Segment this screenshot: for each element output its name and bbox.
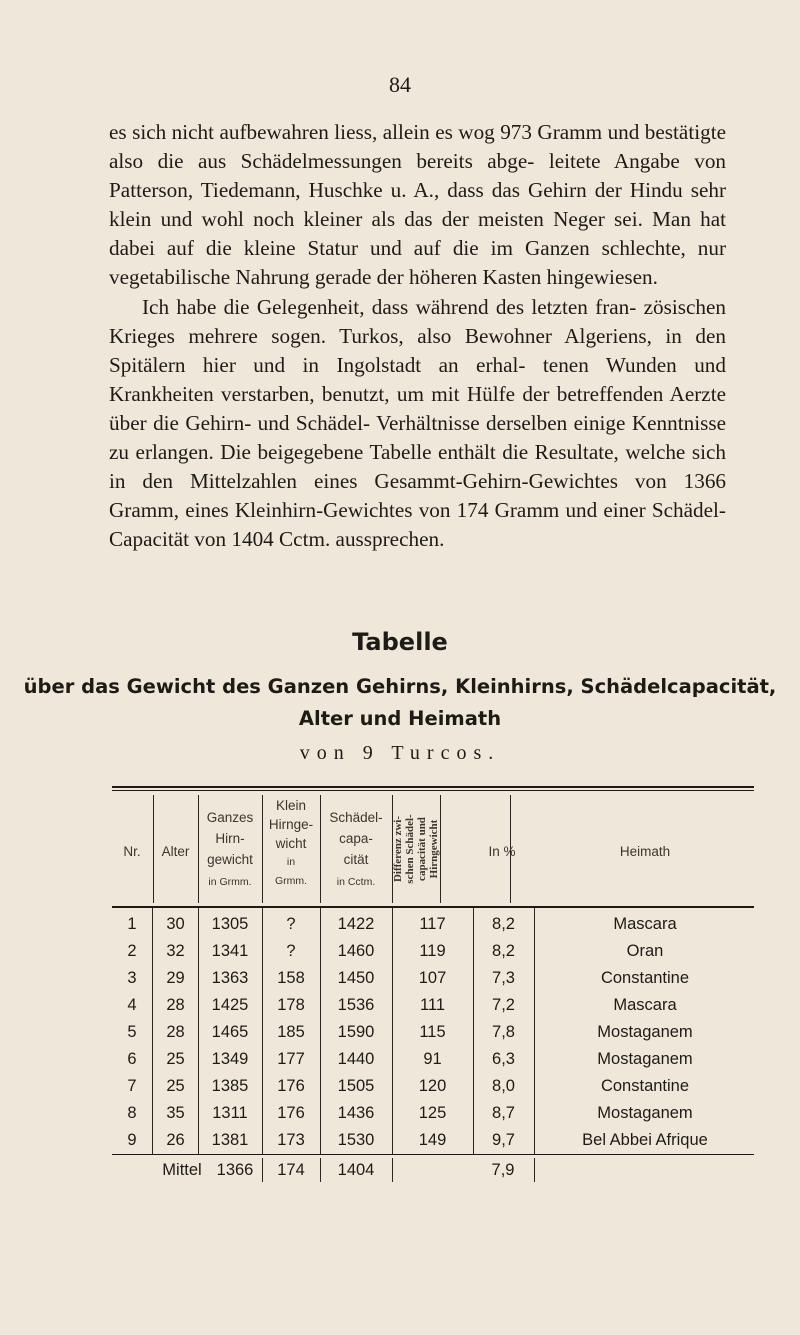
cell-schaedel: 1440: [337, 1050, 375, 1068]
text-line: Capacität von 1404 Cctm. aussprechen.: [109, 527, 445, 552]
table-row: [0, 1075, 800, 1097]
cell-differenz: 120: [418, 1077, 447, 1095]
header-text: cität: [343, 852, 369, 867]
header-unit: in Cctm.: [336, 876, 376, 888]
cell-heimath: Bel Abbei Afrique: [582, 1131, 708, 1149]
cell-nr: 9: [127, 1131, 137, 1149]
text-line: zösischen Krieges mehrere sogen. Turkos, also Bewohner: [109, 294, 726, 348]
cell-schaedel: 1530: [337, 1131, 375, 1149]
text-line: tenen Wunden und Krankheiten verstarben, benutzt, um mit: [109, 352, 726, 406]
cell-klein: 158: [277, 969, 305, 987]
cell-ganzes: 1349: [211, 1050, 249, 1068]
cell-ganzes: 1305: [211, 915, 249, 933]
paragraph: [109, 293, 726, 555]
cell-differenz: 91: [423, 1050, 442, 1068]
text-line: Mittelzahlen eines Gesammt-Gehirn-Gewichtes von 1366 Gramm,: [109, 469, 727, 523]
cell-differenz: 149: [418, 1131, 447, 1149]
cell-heimath: Mostaganem: [597, 1023, 693, 1041]
header-text: in: [286, 856, 296, 868]
cell-klein: 176: [277, 1077, 305, 1095]
table-row: [0, 1021, 800, 1043]
cell-alter: 28: [166, 1023, 185, 1041]
header-unit: Grmm.: [274, 875, 308, 887]
mean-prozent: 7,9: [491, 1161, 515, 1179]
table-row: [0, 913, 800, 935]
cell-alter: 25: [166, 1077, 185, 1095]
cell-nr: 8: [127, 1104, 137, 1122]
mean-klein: 174: [277, 1161, 305, 1179]
text-line: es sich nicht aufbewahren liess, allein es wog 973 Gramm: [109, 120, 603, 144]
header-text: wicht: [275, 836, 307, 851]
cell-differenz: 107: [418, 969, 447, 987]
table-row: [0, 994, 800, 1016]
cell-differenz: 119: [419, 942, 446, 960]
table-subtitle: über das Gewicht des Ganzen Gehirns, Kleinhirns, Schädelcapacität,: [23, 675, 777, 698]
cell-alter: 30: [166, 915, 185, 933]
cell-schaedel: 1436: [337, 1104, 375, 1122]
header-text: Hirngewicht: [428, 819, 440, 879]
cell-differenz: 115: [419, 1023, 446, 1041]
header-heimath: Heimath: [619, 844, 671, 859]
header-text: Klein: [275, 798, 307, 813]
cell-prozent: 8,7: [492, 1104, 515, 1122]
cell-klein: 176: [277, 1104, 305, 1122]
cell-klein: ?: [286, 942, 296, 960]
cell-alter: 26: [166, 1131, 185, 1149]
table-row: [0, 1129, 800, 1151]
header-unit: in Grmm.: [208, 876, 252, 888]
cell-schaedel: 1450: [337, 969, 375, 987]
cell-nr: 2: [127, 942, 137, 960]
cell-nr: 6: [127, 1050, 137, 1068]
text-line: Verhältnisse derselben einige Kenntnisse zu erlangen. Die: [109, 410, 726, 465]
column-divider: [440, 795, 441, 903]
header-text: Hirn-: [215, 831, 245, 846]
cell-prozent: 7,2: [492, 996, 515, 1014]
cell-differenz: 111: [419, 996, 446, 1014]
cell-alter: 28: [166, 996, 185, 1014]
table-row: [0, 940, 800, 962]
cell-heimath: Mostaganem: [597, 1104, 693, 1122]
mean-schaedel: 1404: [337, 1161, 375, 1179]
text-line: dass das Gehirn der Hindu sehr klein und wohl noch kleiner: [109, 178, 727, 232]
cell-ganzes: 1385: [211, 1077, 249, 1095]
header-text: Hirnge-: [268, 817, 314, 832]
header-text: Schädel-: [329, 810, 383, 825]
cell-klein: ?: [286, 915, 296, 933]
cell-nr: 7: [127, 1077, 137, 1095]
table-row: [0, 1048, 800, 1070]
cell-prozent: 9,7: [492, 1131, 515, 1149]
table-row: [0, 1102, 800, 1124]
header-text: gewicht: [207, 852, 253, 867]
header-text: capa-: [339, 831, 373, 846]
cell-ganzes: 1311: [212, 1104, 248, 1122]
table-subtitle: von 9 Turcos.: [299, 742, 501, 764]
header-ganzes-hirngewicht: [198, 808, 262, 892]
cell-alter: 32: [166, 942, 185, 960]
text-line: beigegebene Tabelle enthält die Resultate, welche sich in den: [109, 440, 727, 494]
text-line: Ich habe die Gelegenheit, dass während des letzten fran-: [142, 294, 637, 319]
text-line: als das der meisten Neger sei. Man hat dabei auf die kleine: [109, 207, 727, 261]
header-text: capacität und: [416, 817, 428, 881]
table-row: [0, 967, 800, 989]
cell-nr: 4: [127, 996, 137, 1014]
text-line: Algeriens, in den Spitälern hier und in Ingolstadt an erhal-: [109, 323, 726, 377]
header-text: Differenz zwi-: [392, 815, 404, 883]
cell-ganzes: 1363: [211, 969, 249, 987]
cell-alter: 35: [166, 1104, 185, 1122]
header-schaedelcapacitaet: [320, 808, 392, 892]
cell-heimath: Constantine: [600, 969, 690, 987]
cell-heimath: Oran: [626, 942, 664, 960]
mean-ganzes: 1366: [216, 1161, 254, 1179]
cell-klein: 177: [277, 1050, 305, 1068]
cell-klein: 185: [277, 1023, 305, 1041]
paragraph: [109, 118, 726, 293]
text-line: Nahrung gerade der höheren Kasten hingewiesen.: [235, 265, 658, 290]
page-number: 84: [389, 72, 411, 97]
text-line: und bestätigte also die aus Schädelmessungen bereits abge-: [109, 120, 726, 174]
header-text: Ganzes: [206, 810, 254, 825]
cell-schaedel: 1460: [337, 942, 375, 960]
text-line: leitete Angabe von Patterson, Tiedemann, Huschke u. A.,: [109, 149, 727, 203]
cell-prozent: 7,3: [492, 969, 515, 987]
cell-nr: 3: [127, 969, 137, 987]
cell-nr: 1: [127, 915, 137, 933]
cell-heimath: Mascara: [613, 996, 677, 1014]
text-line: Hülfe der betreffenden Aerzte über die Gehirn- und Schädel-: [109, 381, 726, 435]
cell-klein: 178: [277, 996, 305, 1014]
cell-schaedel: 1590: [337, 1023, 375, 1041]
cell-prozent: 8,2: [492, 915, 515, 933]
table-subtitle: Alter und Heimath: [298, 707, 502, 730]
cell-ganzes: 1465: [211, 1023, 249, 1041]
table-top-rule-thin: [112, 790, 754, 791]
cell-prozent: 8,0: [492, 1077, 515, 1095]
header-alter: Alter: [161, 844, 190, 859]
header-prozent: In %: [488, 844, 516, 859]
cell-alter: 29: [166, 969, 185, 987]
cell-prozent: 7,8: [492, 1023, 515, 1041]
table-top-rule: [112, 786, 754, 788]
header-bottom-rule: [112, 906, 754, 908]
cell-alter: 25: [166, 1050, 185, 1068]
cell-ganzes: 1425: [211, 996, 249, 1014]
header-kleinhirngewicht: [262, 796, 320, 891]
cell-heimath: Constantine: [600, 1077, 690, 1095]
cell-prozent: 8,2: [492, 942, 515, 960]
mean-label: Mittel: [162, 1161, 202, 1179]
cell-schaedel: 1505: [337, 1077, 375, 1095]
cell-nr: 5: [127, 1023, 137, 1041]
cell-heimath: Mostaganem: [597, 1050, 693, 1068]
column-divider: [534, 1158, 535, 1182]
cell-differenz: 117: [419, 915, 446, 933]
cell-schaedel: 1422: [337, 915, 375, 933]
table-title: Tabelle: [352, 628, 448, 656]
cell-ganzes: 1341: [211, 942, 249, 960]
header-nr: Nr.: [123, 844, 141, 859]
body-bottom-rule: [112, 1154, 754, 1155]
body-text: [109, 118, 726, 554]
cell-ganzes: 1381: [211, 1131, 249, 1149]
header-text: schen Schädel-: [404, 814, 416, 884]
cell-heimath: Mascara: [613, 915, 677, 933]
cell-prozent: 6,3: [492, 1050, 515, 1068]
header-differenz: [392, 799, 440, 899]
cell-klein: 173: [277, 1131, 305, 1149]
cell-schaedel: 1536: [337, 996, 375, 1014]
column-divider: [392, 1158, 393, 1182]
cell-differenz: 125: [418, 1104, 447, 1122]
text-line: Statur und auf die im Ganzen schlechte, nur vegetabilische: [109, 236, 726, 290]
text-line: eines Kleinhirn-Gewichtes von 174 Gramm und einer Schädel-: [185, 498, 726, 523]
